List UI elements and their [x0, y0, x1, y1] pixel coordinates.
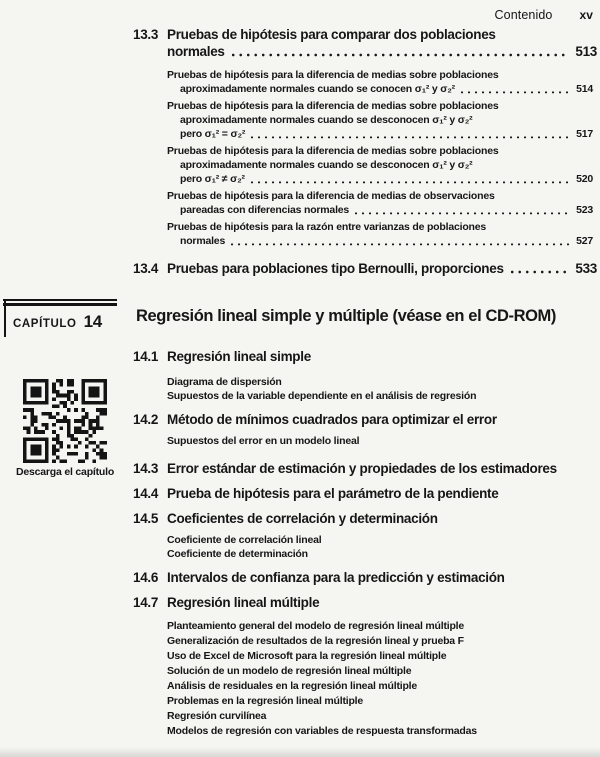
toc-entry-14-1: [133, 348, 597, 365]
qr-code: [23, 379, 107, 463]
page-bottom-scan-shadow: [0, 747, 600, 757]
section-number: 14.4: [133, 486, 159, 501]
section-number: 14.3: [133, 461, 159, 476]
subentry-line: aproximadamente normales cuando se desconocen σ₁² y σ₂²: [180, 114, 473, 126]
toc-subentries: [167, 619, 597, 739]
toc-subentries: [167, 434, 597, 448]
section-title: Error estándar de estimación y propiedades de los estimadores: [167, 461, 557, 476]
toc-subentry: Uso de Excel de Microsoft para la regresión lineal múltiple: [167, 650, 447, 662]
toc-subentry: Problemas en la regresión lineal múltiple: [167, 695, 364, 707]
running-header-title: Contenido: [494, 8, 553, 22]
dot-leader: [251, 181, 571, 185]
toc-entry-13-4: [133, 260, 597, 277]
chapter-heading: [0, 296, 600, 340]
toc-subentry: Supuestos de la variable dependiente en el análisis de regresión: [167, 390, 477, 402]
dot-leader: [251, 136, 571, 140]
chapter-label: CAPÍTULO: [13, 318, 77, 330]
toc-entry-14-5: [133, 510, 597, 527]
section-number: 14.5: [133, 511, 159, 526]
toc-subentry: Modelos de regresión con variables de respuesta transformadas: [167, 725, 477, 737]
section-title: Intervalos de confianza para la predicción y estimación: [167, 570, 505, 585]
subentry-line: aproximadamente normales cuando se desconocen σ₁² y σ₂²: [180, 159, 473, 171]
section-title-line: Pruebas de hipótesis para comparar dos poblaciones: [167, 27, 496, 42]
toc-subentry: Supuestos del error en un modelo lineal: [167, 435, 360, 447]
section-number: 14.2: [133, 412, 159, 427]
section-number: 13.3: [133, 27, 159, 42]
toc-page-number: 533: [575, 261, 597, 276]
toc-entry-13-3: [133, 26, 597, 60]
toc-subentry: Regresión curvilínea: [167, 710, 267, 722]
subentry-line: aproximadamente normales cuando se conocen σ₁² y σ₂²: [180, 83, 455, 95]
running-header: [495, 8, 593, 22]
toc-subentries: [167, 375, 597, 403]
toc-entry-14-4: [133, 485, 597, 502]
subentry-line: Pruebas de hipótesis para la diferencia de medias sobre poblaciones: [167, 100, 499, 112]
toc-subentry: [167, 68, 597, 96]
bracket-top-line: [3, 299, 117, 301]
subentry-line: Pruebas de hipótesis para la razón entre varianzas de poblaciones: [167, 221, 487, 233]
dot-leader: [232, 53, 570, 57]
subentry-line: Pruebas de hipótesis para la diferencia de medias de observaciones: [167, 190, 495, 202]
subentry-line: Pruebas de hipótesis para la diferencia de medias sobre poblaciones: [167, 69, 499, 81]
toc-page-number: 517: [576, 128, 593, 140]
toc-subentry: Planteamiento general del modelo de regresión lineal múltiple: [167, 620, 465, 632]
section-number: 14.7: [133, 595, 159, 610]
section-title: Regresión lineal múltiple: [167, 595, 320, 610]
toc-entry-14-6: [133, 569, 597, 586]
toc-page-number: 523: [576, 204, 593, 216]
toc-subentry: Coeficiente de correlación lineal: [167, 534, 322, 546]
dot-leader: [231, 243, 571, 247]
toc-subentry: [167, 220, 597, 248]
toc-entry-14-7: [133, 594, 597, 611]
toc-subentries-13-3: [167, 68, 597, 248]
toc-chapter13: [133, 26, 597, 277]
section-title: Método de mínimos cuadrados para optimizar el error: [167, 412, 497, 427]
dot-leader: [461, 91, 571, 95]
section-title: Regresión lineal simple: [167, 349, 311, 364]
toc-page-number: 513: [575, 44, 597, 59]
toc-subentry: Coeficiente de determinación: [167, 548, 308, 560]
toc-subentry: Diagrama de dispersión: [167, 376, 282, 388]
subentry-line: pero σ₁² = σ₂²: [180, 128, 246, 140]
dot-leader: [511, 270, 570, 274]
toc-chapter14: [133, 348, 597, 739]
toc-page-number: 527: [576, 235, 593, 247]
toc-page-number: 520: [576, 173, 593, 185]
page-number: xv: [579, 8, 593, 22]
section-number: 14.1: [133, 349, 159, 364]
chapter-download-block: [15, 379, 115, 478]
toc-page-number: 514: [576, 83, 593, 95]
toc-subentry: Análisis de residuales en la regresión lineal múltiple: [167, 680, 418, 692]
toc-subentry: Generalización de resultados de la regresión lineal y prueba F: [167, 635, 464, 647]
toc-entry-14-3: [133, 460, 597, 477]
subentry-line: pero σ₁² ≠ σ₂²: [180, 173, 245, 185]
section-title: Coeficientes de correlación y determinación: [167, 511, 438, 526]
toc-subentries: [167, 533, 597, 561]
dot-leader: [355, 212, 571, 216]
qr-caption: Descarga el capítulo: [15, 466, 115, 478]
chapter-bracket: [3, 299, 117, 332]
toc-subentry: [167, 144, 597, 186]
section-number: 13.4: [133, 261, 159, 276]
subentry-line: Pruebas de hipótesis para la diferencia de medias sobre poblaciones: [167, 145, 499, 157]
section-title-line: Pruebas para poblaciones tipo Bernoulli, proporciones: [167, 261, 504, 276]
toc-subentry: Solución de un modelo de regresión lineal múltiple: [167, 665, 412, 677]
toc-subentry: [167, 189, 597, 217]
chapter-number: 14: [83, 312, 102, 331]
section-title-line: normales: [167, 44, 225, 59]
toc-entry-14-2: [133, 411, 597, 428]
subentry-line: pareadas con diferencias normales: [180, 204, 350, 216]
chapter-title: Regresión lineal simple y múltiple (véase en el CD-ROM): [136, 307, 556, 325]
section-number: 14.6: [133, 570, 159, 585]
section-title: Prueba de hipótesis para el parámetro de la pendiente: [167, 486, 499, 501]
bracket-left-rule: [4, 299, 6, 337]
subentry-line: normales: [180, 235, 226, 247]
toc-subentry: [167, 99, 597, 141]
